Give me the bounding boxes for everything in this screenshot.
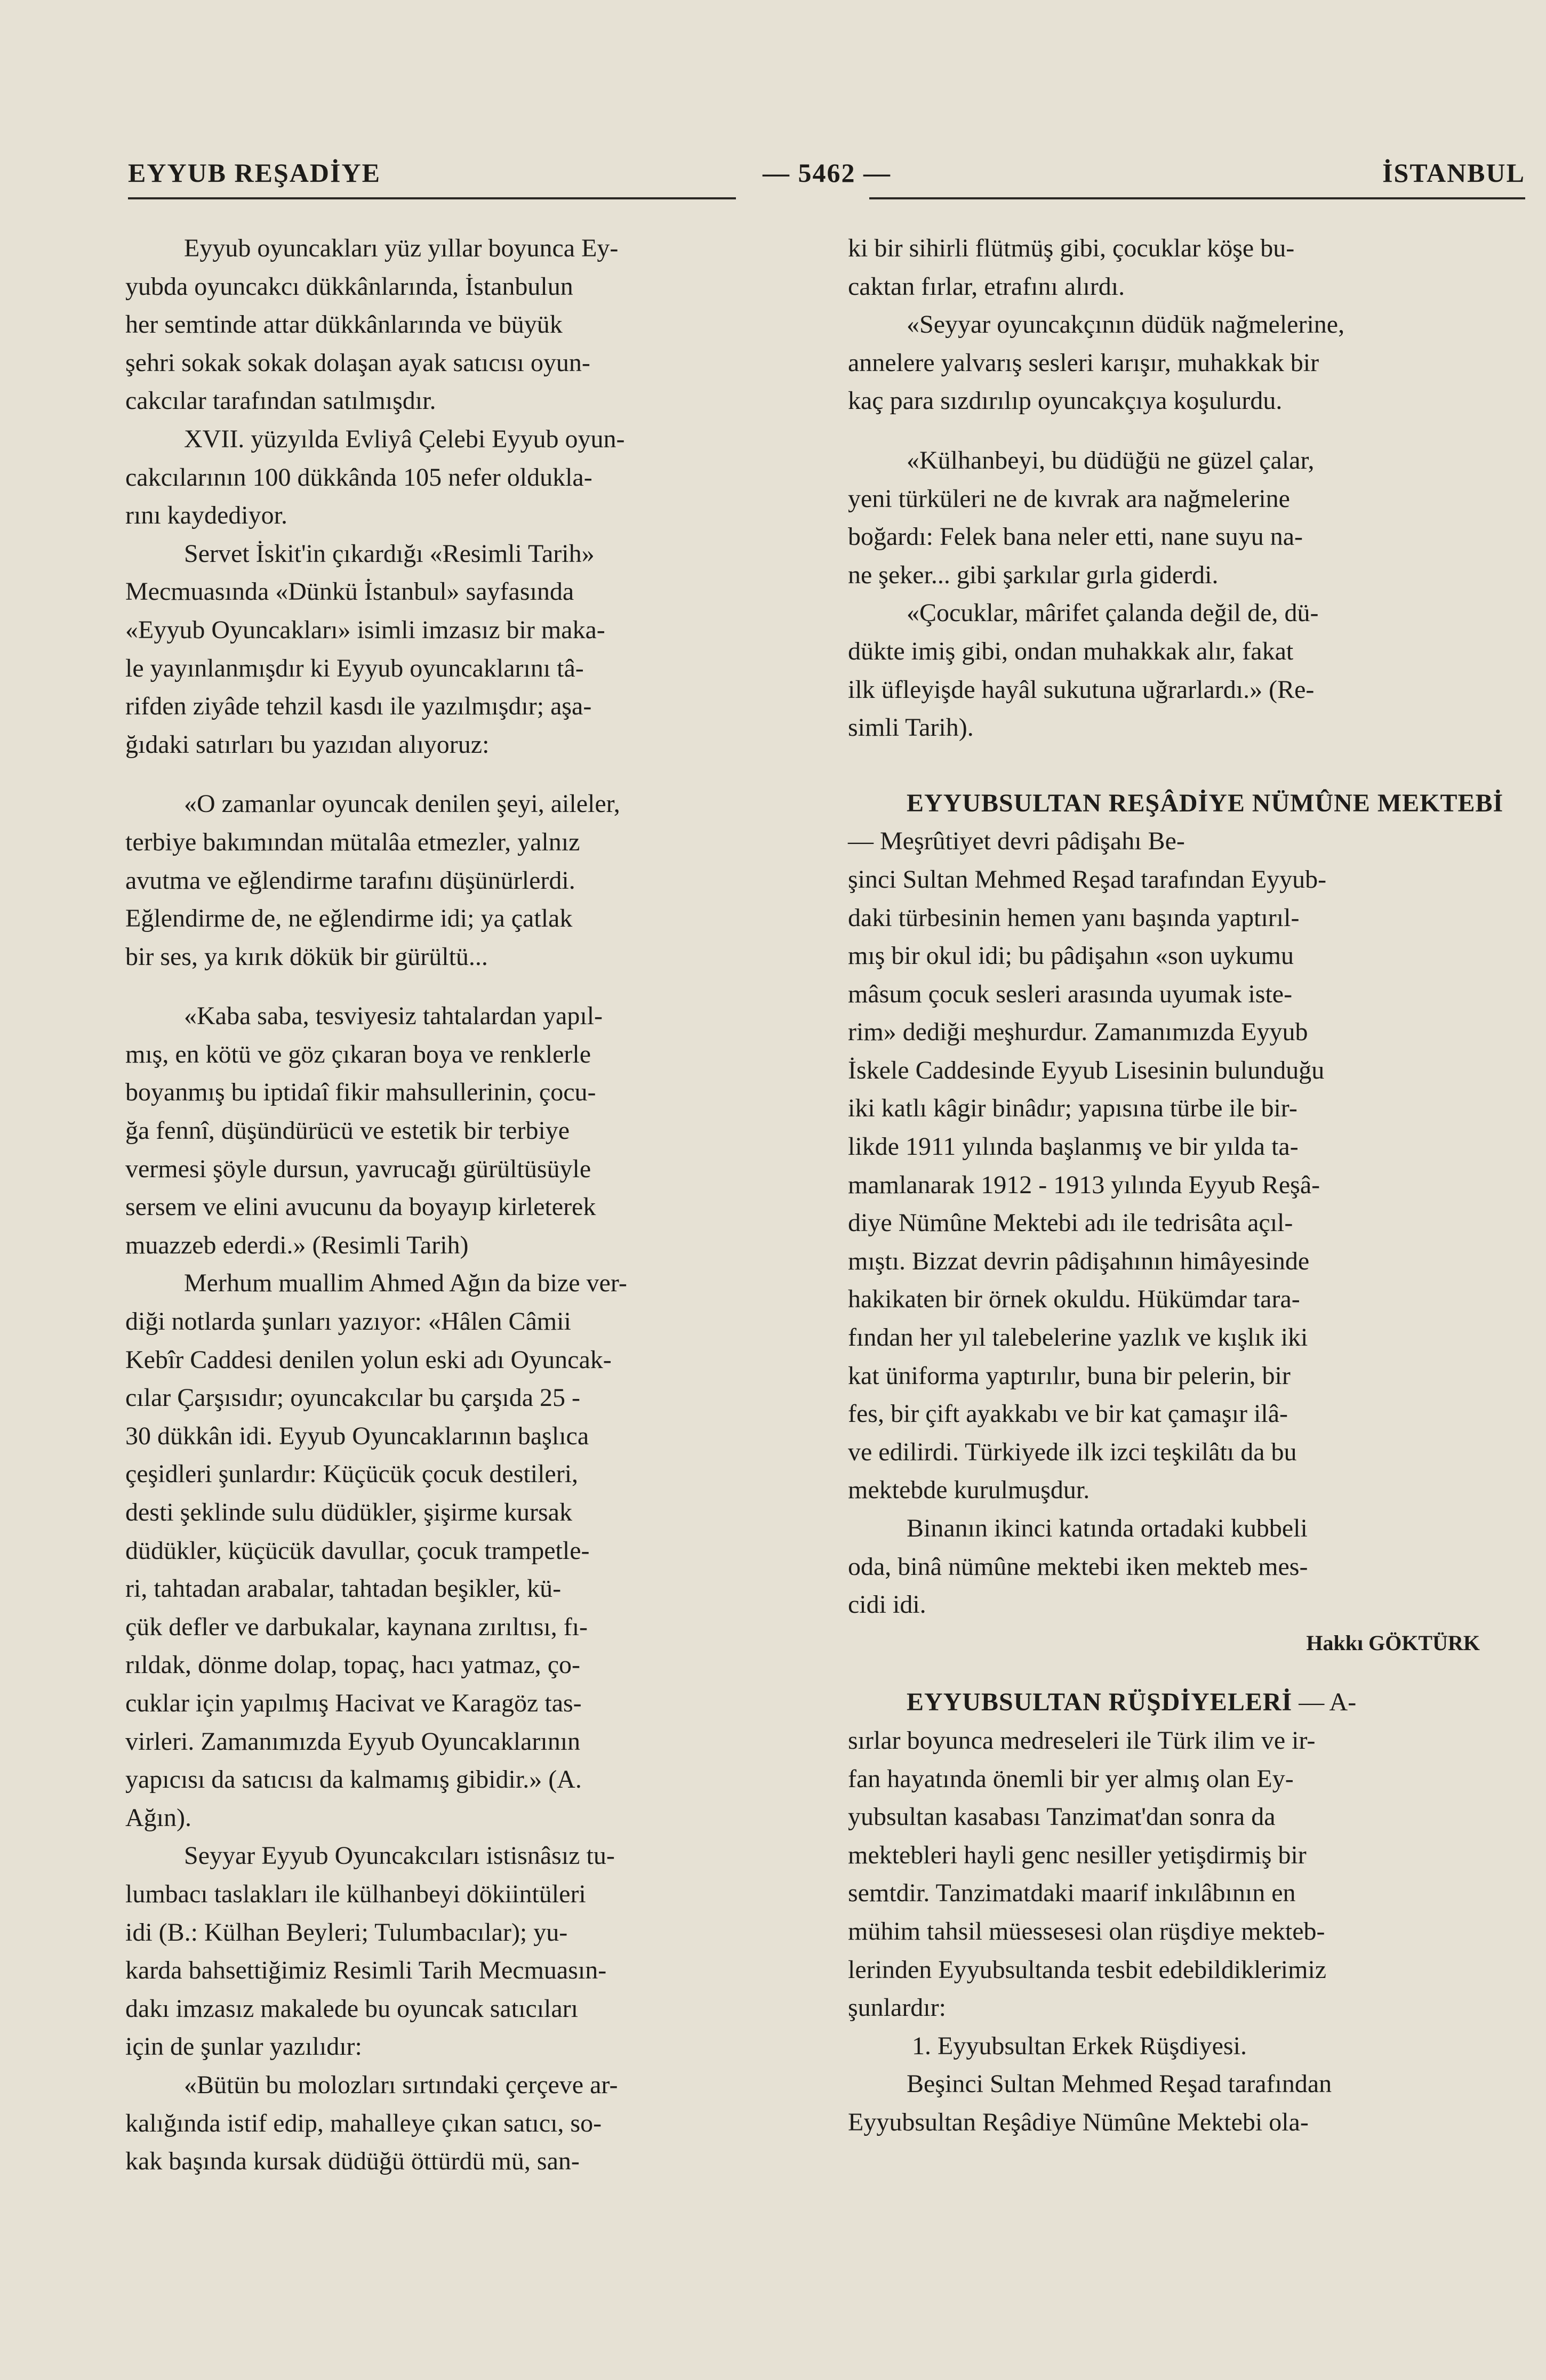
list-item: 1. Eyyubsultan Erkek Rüşdiyesi. <box>912 2031 1247 2060</box>
running-head-left: EYYUB REŞADİYE <box>128 158 381 188</box>
running-head-right: İSTANBUL <box>1382 158 1525 188</box>
paragraph: «Bütün bu molozları sırtındaki çerçeve ar- kalığında istif edip, mahalleye çıkan satıcı, so- kak başında kursak düdüğü öttürdü mü, san- <box>125 2070 618 2176</box>
paragraph: «Külhanbeyi, bu düdüğü ne güzel çalar, yeni türküleri ne de kıvrak ara nağmelerine boğardı: Felek bana neler etti, nane suyu na- ne şeker... gibi şarkılar gırla giderdi. <box>848 446 1315 589</box>
section-heading: EYYUBSULTAN REŞÂDİYE NÜMÛNE MEKTEBİ <box>907 789 1504 817</box>
spacer <box>125 763 805 785</box>
paragraph: Seyyar Eyyub Oyuncakcıları istisnâsız tu- lumbacı taslakları ile külhanbeyi dökiintüleri idi (B.: Külhan Beyleri; Tulumbacılar); yu- karda bahsettiğimiz Resimli Tarih Mecmuasın- dakı imzasız makalede bu oyuncak satıcıları için de şunlar yazılıdır: <box>125 1842 615 2061</box>
section-body: — A- sırlar boyunca medreseleri ile Türk ilim ve ir- fan hayatında önemli bir yer almış olan Ey- yubsultan kasabası Tanzimat'dan sonra da mektebleri hayli genc nesiller yetişdirmiş bir semtdir. Tanzimatdaki maarif inkılâbının en mühim tahsil müessesesi olan rüşdiye mekteb- lerinden Eyyubsultanda tesbit edebildiklerimiz şunlardır: <box>848 1688 1357 2022</box>
paragraph: Eyyub oyuncakları yüz yıllar boyunca Ey- yubda oyuncakcı dükkânlarında, İstanbulun her semtinde attar dükkânlarında ve büyük şehri sokak sokak dolaşan ayak satıcısı oyun- cakcılar tarafından satılmışdır. <box>125 234 619 415</box>
quote-paragraph: «O zamanlar oyuncak denilen şeyi, aileler, terbiye bakımından mütalâa etmezler, yalnız avutma ve eğlendirme tarafını düşünürlerdi. Eğlendirme de, ne eğlendirme idi; ya çatlak bir ses, ya kırık dökük bir gürültü... <box>125 790 620 971</box>
right-column <box>848 229 1523 2142</box>
paragraph: Binanın ikinci katında ortadaki kubbeli oda, binâ nümûne mektebi iken mekteb mes- cidi idi. <box>848 1514 1308 1619</box>
header-rule-right <box>869 197 1525 199</box>
spacer <box>848 1662 1523 1683</box>
section-heading: EYYUBSULTAN RÜŞDİYELERİ <box>907 1688 1293 1717</box>
header-rule-left <box>128 197 736 199</box>
page-header <box>128 157 1536 200</box>
section-body: — Meşrûtiyet devri pâdişahı Be- şinci Sultan Mehmed Reşad tarafından Eyyub- daki türbesinin hemen yanı başında yaptırıl- mış bir okul idi; bu pâdişahın «son uykumu mâsum çocuk sesleri arasında uyumak iste- rim» dediği meşhurdur. Zamanımızda Eyyub İskele Caddesinde Eyyub Lisesinin bulunduğu iki katlı kâgir binâdır; yapısına türbe ile bir- likde 1911 yılında başlanmış ve bir yılda ta- mamlanarak 1912 - 1913 yılında Eyyub Reşâ- diye Nümûne Mektebi adı ile tedrisâta açıl- mıştı. Bizzat devrin pâdişahının himâyesinde hakikaten bir örnek okuldu. Hükümdar tara- fından her yıl talebelerine yazlık ve kışlık iki kat üniforma yaptırılır, buna bir pelerin, bir fes, bir çift ayakkabı ve bir kat çamaşır ilâ- ve edilirdi. Türkiyede ilk izci teşkilâtı da bu mektebde kurulmuşdur. <box>848 827 1327 1505</box>
paragraph: Merhum muallim Ahmed Ağın da bize ver- diği notlarda şunları yazıyor: «Hâlen Câmii Kebîr Caddesi denilen yolun eski adı Oyuncak- cılar Çarşısıdır; oyuncakcılar bu çarşıda 25 - 30 dükkân idi. Eyyub Oyuncaklarının başlıca çeşidleri şunlardır: Küçücük çocuk destileri, desti şeklinde sulu düdükler, şişirme kursak düdükler, küçücük davullar, çocuk trampetle- ri, tahtadan arabalar, tahtadan beşikler, kü- çük defler ve darbukalar, kaynana zırıltısı, fı- rıldak, dönme dolap, topaç, hacı yatmaz, ço- cuklar için yapılmış Hacivat ve Karagöz tas- virleri. Zamanımızda Eyyub Oyuncaklarının yapıcısı da satıcısı da kalmamış gibidir.» (A. Ağın). <box>125 1269 627 1832</box>
paragraph: Servet İskit'in çıkardığı «Resimli Tarih» Mecmuasında «Dünkü İstanbul» sayfasında «Eyyub Oyuncakları» isimli imzasız bir maka- le yayınlanmışdır ki Eyyub oyuncaklarını tâ- rifden ziyâde tehzil kasdı ile yazılmışdır; aşa- ğıdaki satırları bu yazıdan alıyoruz: <box>125 539 605 759</box>
paragraph: ki bir sihirli flütmüş gibi, çocuklar köşe bu- caktan fırlar, etrafını alırdı. <box>848 234 1295 301</box>
page-number: — 5462 — <box>763 158 891 188</box>
spacer <box>848 747 1523 784</box>
spacer <box>848 420 1523 441</box>
paragraph: Beşinci Sultan Mehmed Reşad tarafından Eyyubsultan Reşâdiye Nümûne Mektebi ola- <box>848 2070 1332 2136</box>
section-entry <box>848 784 1523 1509</box>
quote-paragraph: «Kaba saba, tesviyesiz tahtalardan yapıl- mış, en kötü ve göz çıkaran boya ve renklerle boyanmış bu iptidaî fikir mahsullerinin, çocu- ğa fennî, düşündürücü ve estetik bir terbiye vermesi şöyle dursun, yavrucağı gürültüsüyle sersem ve elini avucunu da boyayıp kirleterek muazzeb ederdi.» (Resimli Tarih) <box>125 1002 603 1259</box>
paragraph: XVII. yüzyılda Evliyâ Çelebi Eyyub oyun- cakcılarının 100 dükkânda 105 nefer oldukla- rını kaydediyor. <box>125 424 625 530</box>
author-signature: Hakkı GÖKTÜRK <box>1306 1630 1480 1655</box>
left-column <box>125 229 805 2181</box>
paragraph: «Seyyar oyuncakçının düdük nağmelerine, annelere yalvarış sesleri karışır, muhakkak bir kaç para sızdırılıp oyuncakçıya koşulurdu. <box>848 310 1345 415</box>
spacer <box>125 976 805 997</box>
paragraph: «Çocuklar, mârifet çalanda değil de, dü- dükte imiş gibi, ondan muhakkak alır, fakat ilk üfleyişde hayâl sukutuna uğrarlardı.» (Re- simli Tarih). <box>848 599 1319 742</box>
section-entry <box>848 1683 1523 2027</box>
